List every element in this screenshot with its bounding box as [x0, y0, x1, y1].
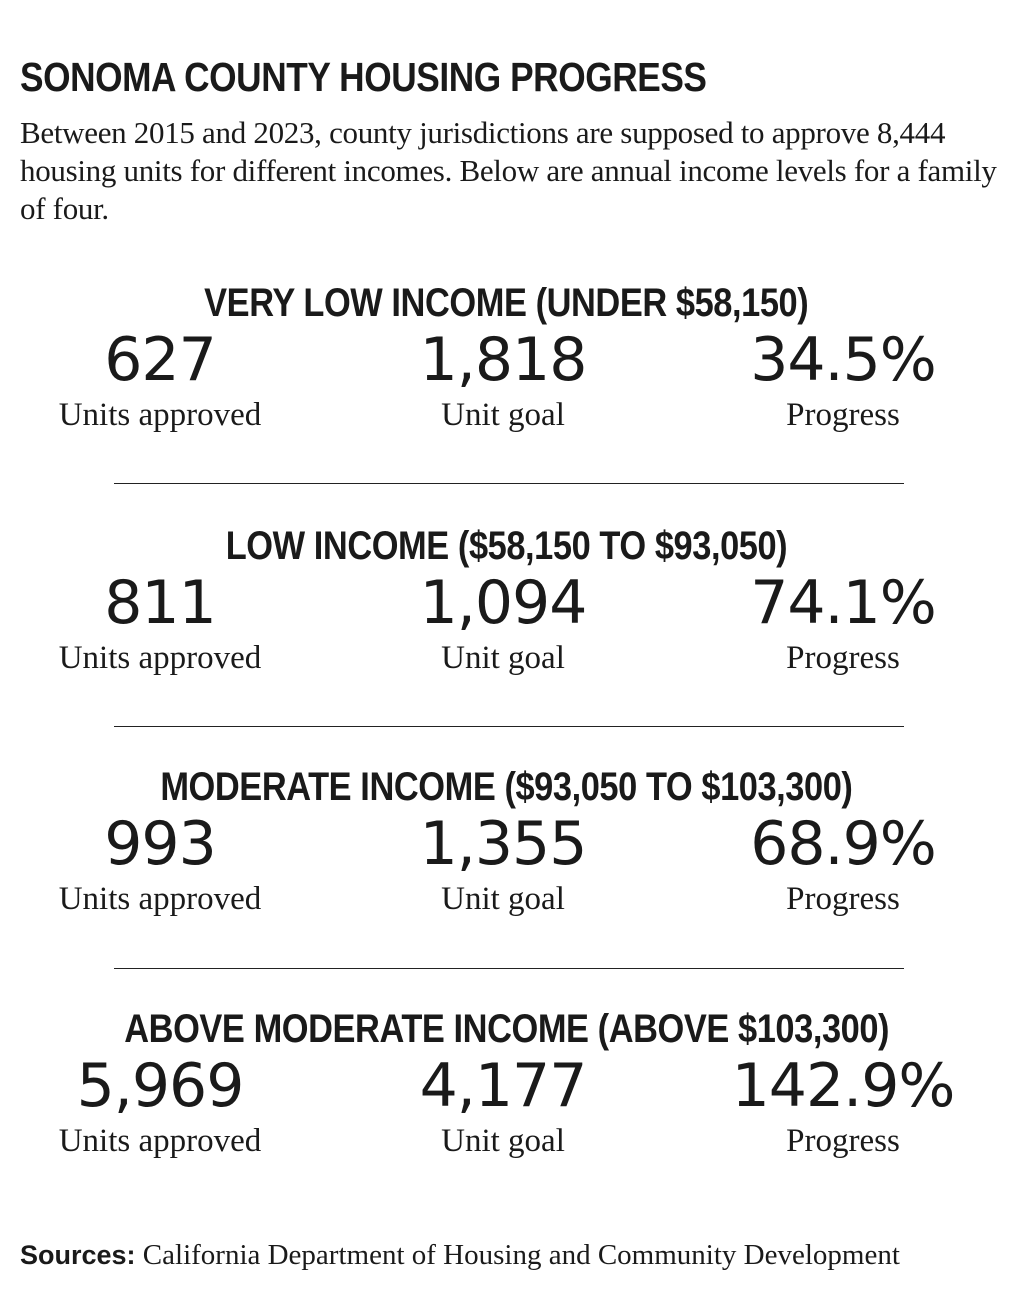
unit-goal-value: 1,818 [419, 325, 587, 395]
sources-note [20, 1237, 900, 1273]
units-approved-label: Units approved [58, 1123, 262, 1159]
progress-value: 34.5% [750, 325, 936, 395]
progress-value: 68.9% [750, 809, 936, 879]
units-approved-value: 993 [104, 809, 216, 879]
progress-stat [683, 567, 1003, 677]
income-section-above-moderate [0, 1006, 1013, 1186]
progress-stat [683, 808, 1003, 918]
unit-goal-label: Unit goal [441, 397, 565, 433]
progress-label: Progress [786, 640, 900, 676]
section-divider [114, 968, 904, 969]
income-section-very-low [0, 280, 1013, 460]
income-section-low [0, 523, 1013, 703]
section-divider [114, 483, 904, 484]
units-approved-value: 5,969 [76, 1051, 244, 1121]
page-title: SONOMA COUNTY HOUSING PROGRESS [20, 54, 707, 100]
unit-goal-label: Unit goal [441, 640, 565, 676]
section-divider [114, 726, 904, 727]
sources-text: California Department of Housing and Community Development [142, 1239, 900, 1271]
units-approved-stat [0, 808, 320, 918]
unit-goal-stat [343, 324, 663, 434]
unit-goal-value: 4,177 [419, 1051, 587, 1121]
section-heading: MODERATE INCOME ($93,050 TO $103,300) [160, 765, 853, 809]
units-approved-stat [0, 1050, 320, 1160]
progress-label: Progress [786, 397, 900, 433]
unit-goal-label: Unit goal [441, 881, 565, 917]
units-approved-stat [0, 324, 320, 434]
units-approved-label: Units approved [58, 397, 262, 433]
unit-goal-label: Unit goal [441, 1123, 565, 1159]
section-heading: ABOVE MODERATE INCOME (ABOVE $103,300) [124, 1007, 889, 1051]
progress-stat [683, 1050, 1003, 1160]
section-heading: VERY LOW INCOME (UNDER $58,150) [204, 281, 809, 325]
unit-goal-stat [343, 808, 663, 918]
income-section-moderate [0, 764, 1013, 944]
units-approved-label: Units approved [58, 881, 262, 917]
unit-goal-stat [343, 567, 663, 677]
section-heading: LOW INCOME ($58,150 TO $93,050) [225, 524, 788, 568]
progress-label: Progress [786, 1123, 900, 1159]
unit-goal-value: 1,094 [419, 568, 587, 638]
progress-value: 142.9% [731, 1051, 955, 1121]
unit-goal-stat [343, 1050, 663, 1160]
unit-goal-value: 1,355 [419, 809, 587, 879]
sources-label: Sources: [20, 1240, 136, 1270]
progress-value: 74.1% [750, 568, 936, 638]
progress-stat [683, 324, 1003, 434]
units-approved-value: 811 [104, 568, 216, 638]
intro-text: Between 2015 and 2023, county jurisdictions are supposed to approve 8,444 housing units for different incomes. Below are annual income levels for a family of four. [20, 115, 997, 226]
units-approved-stat [0, 567, 320, 677]
progress-label: Progress [786, 881, 900, 917]
units-approved-value: 627 [104, 325, 216, 395]
units-approved-label: Units approved [58, 640, 262, 676]
